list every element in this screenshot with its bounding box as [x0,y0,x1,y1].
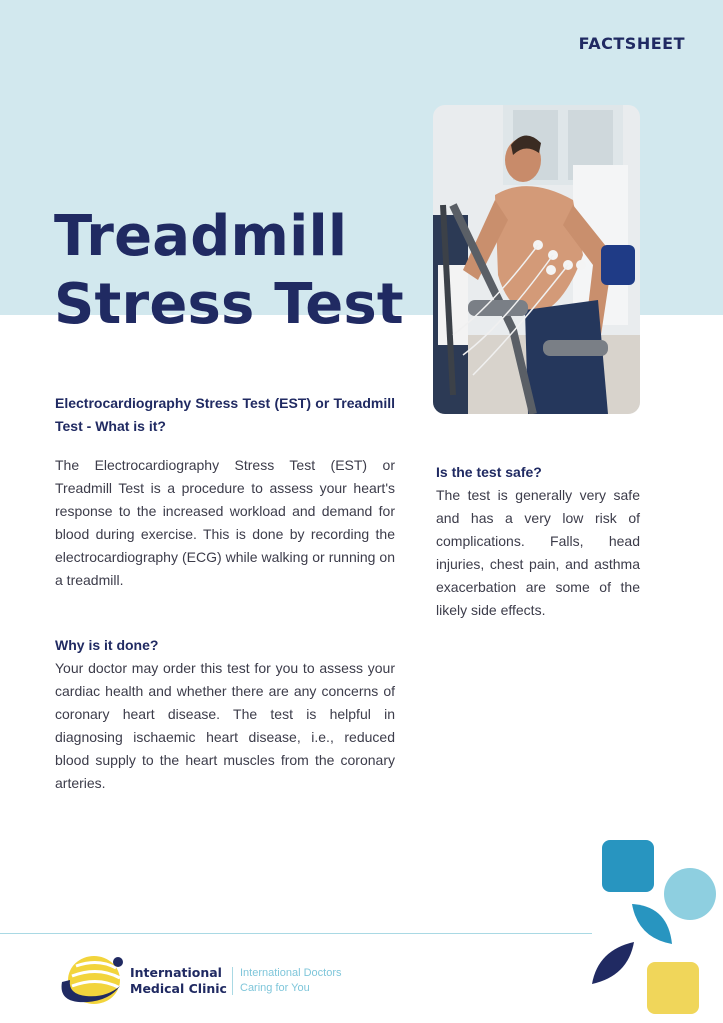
footer-divider [0,933,592,934]
section-what-body: The Electrocardiography Stress Test (EST) or Treadmill Test is a procedure to assess your heart's response to the increased workload and demand for blood during exercise. This is done by recording the electrocardiography (ECG) while walking or running on a treadmill. [55,457,395,588]
factsheet-label: FACTSHEET [578,34,685,53]
hero-photo-treadmill-patient [433,105,640,414]
globe-logo-icon [58,952,126,1008]
hero-photo-illustration [433,105,640,414]
clinic-brand-name [130,965,227,997]
clinic-logo-icon [58,952,126,1013]
section-safe-body: The test is generally very safe and has a very low risk of complications. Falls, head injuries, chest pain, and asthma exacerbation are some of the likely side effects. [436,487,640,618]
section-safe-heading: Is the test safe? [436,464,542,480]
brand-line-1: International [130,965,222,980]
section-what-is-it [55,392,395,592]
page-title [54,203,404,339]
section-why-body: Your doctor may order this test for you to assess your cardiac health and whether there are any concerns of coronary heart disease. The test is helpful in diagnosing ischaemic heart disease, i.e., reduced blood supply to the heart muscles from the coronary arteries. [55,660,395,791]
brand-line-2: Medical Clinic [130,981,227,996]
tagline-line-2: Caring for You [240,982,310,994]
logo-separator [232,967,233,995]
decorative-shapes [590,838,723,1023]
title-line-1: Treadmill [54,204,348,269]
decorative-shapes-graphic [590,838,723,1023]
title-line-2: Stress Test [54,272,404,337]
clinic-tagline [240,966,342,996]
section-why-heading: Why is it done? [55,637,159,653]
tagline-line-1: International Doctors [240,967,342,979]
section-why-done [55,634,395,795]
section-what-heading: Electrocardiography Stress Test (EST) or Treadmill Test - What is it? [55,395,395,434]
section-is-safe [436,461,640,622]
